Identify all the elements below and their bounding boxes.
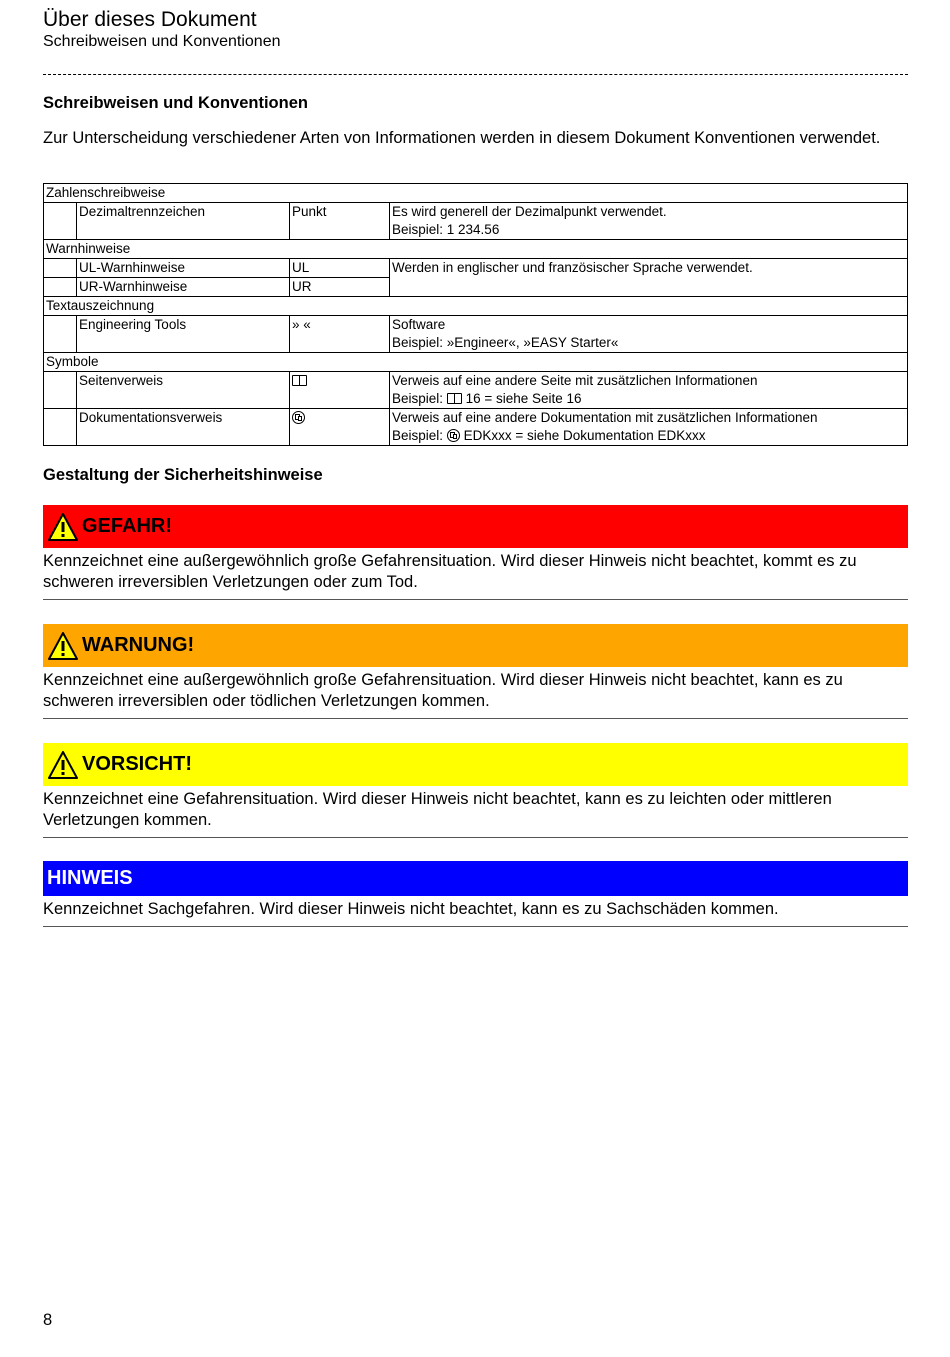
warning-triangle-icon xyxy=(47,512,79,542)
notice-warning xyxy=(43,624,908,719)
row-sign xyxy=(290,372,390,409)
notice-hint xyxy=(43,861,908,927)
row-desc-line: Verweis auf eine andere Dokumentation mit zusätzlichen Informationen xyxy=(392,410,818,425)
warning-triangle-icon xyxy=(47,631,79,661)
header-subtitle: Schreibweisen und Konventionen xyxy=(43,33,281,50)
book-icon xyxy=(447,393,462,404)
row-desc xyxy=(390,316,908,353)
row-desc xyxy=(390,203,908,240)
row-desc-line xyxy=(392,427,905,445)
header-title: Über dieses Dokument xyxy=(43,8,257,31)
row-sign xyxy=(290,409,390,446)
table-row xyxy=(44,203,908,240)
documentation-icon xyxy=(447,429,460,442)
group-numbers: Zahlenschreibweise xyxy=(44,184,908,203)
notice-danger-text: Kennzeichnet eine außergewöhnlich große Gefahrensituation. Wird dieser Hinweis nicht beachtet, kommt es zu schweren irreversiblen Verletzungen oder zum Tod. xyxy=(43,548,908,600)
notice-hint-bar xyxy=(43,861,908,896)
row-sign: Punkt xyxy=(290,203,390,240)
notice-danger-bar xyxy=(43,505,908,548)
row-name: Engineering Tools xyxy=(77,316,290,353)
table-row xyxy=(44,259,908,278)
group-symbols: Symbole xyxy=(44,353,908,372)
example-prefix: Beispiel: xyxy=(392,391,444,406)
example-suffix: 16 = siehe Seite 16 xyxy=(465,391,582,406)
intro-paragraph: Zur Unterscheidung verschiedener Arten von Informationen werden in diesem Dokument Konventionen verwendet. xyxy=(43,129,881,147)
indent-cell xyxy=(44,372,77,409)
row-desc-line: Software xyxy=(392,317,446,332)
table-row xyxy=(44,316,908,353)
notice-danger xyxy=(43,505,908,600)
row-desc-line: Beispiel: 1 234.56 xyxy=(392,222,500,237)
documentation-icon xyxy=(292,411,305,424)
notice-danger-label: GEFAHR! xyxy=(82,515,172,537)
notice-warning-label: WARNUNG! xyxy=(82,634,195,656)
table-group-row xyxy=(44,240,908,259)
indent-cell xyxy=(44,409,77,446)
row-name: Dokumentationsverweis xyxy=(77,409,290,446)
indent-cell xyxy=(44,278,77,297)
row-desc xyxy=(390,409,908,446)
group-text: Textauszeichnung xyxy=(44,297,908,316)
section-heading-safety: Gestaltung der Sicherheitshinweise xyxy=(43,466,323,484)
notice-caution xyxy=(43,743,908,838)
table-group-row xyxy=(44,184,908,203)
notice-caution-text: Kennzeichnet eine Gefahrensituation. Wird dieser Hinweis nicht beachtet, kann es zu leichten oder mittleren Verletzungen kommen. xyxy=(43,786,908,838)
row-desc-line: Beispiel: »Engineer«, »EASY Starter« xyxy=(392,335,619,350)
table-row xyxy=(44,409,908,446)
row-desc-line: Verweis auf eine andere Seite mit zusätzlichen Informationen xyxy=(392,373,758,388)
indent-cell xyxy=(44,203,77,240)
row-sign: UL xyxy=(290,259,390,278)
section-heading-conventions: Schreibweisen und Konventionen xyxy=(43,94,308,112)
header-divider xyxy=(43,74,908,75)
notice-hint-label: HINWEIS xyxy=(47,867,133,889)
row-desc: Werden in englischer und französischer Sprache verwendet. xyxy=(390,259,908,297)
row-desc-line: Es wird generell der Dezimalpunkt verwendet. xyxy=(392,204,667,219)
row-name: Seitenverweis xyxy=(77,372,290,409)
row-name: UL-Warnhinweise xyxy=(77,259,290,278)
row-desc-line xyxy=(392,390,905,408)
example-suffix: EDKxxx = siehe Dokumentation EDKxxx xyxy=(463,428,706,443)
group-warnings: Warnhinweise xyxy=(44,240,908,259)
example-prefix: Beispiel: xyxy=(392,428,444,443)
row-name: UR-Warnhinweise xyxy=(77,278,290,297)
table-group-row xyxy=(44,353,908,372)
warning-triangle-icon xyxy=(47,750,79,780)
row-sign: UR xyxy=(290,278,390,297)
row-sign: » « xyxy=(290,316,390,353)
table-group-row xyxy=(44,297,908,316)
indent-cell xyxy=(44,259,77,278)
notice-caution-label: VORSICHT! xyxy=(82,753,192,775)
row-name: Dezimaltrennzeichen xyxy=(77,203,290,240)
notice-caution-bar xyxy=(43,743,908,786)
book-icon xyxy=(292,375,307,386)
row-desc xyxy=(390,372,908,409)
table-row xyxy=(44,372,908,409)
indent-cell xyxy=(44,316,77,353)
page-number: 8 xyxy=(43,1311,53,1329)
notice-warning-text: Kennzeichnet eine außergewöhnlich große Gefahrensituation. Wird dieser Hinweis nicht beachtet, kann es zu schweren irreversiblen oder tödlichen Verletzungen kommen. xyxy=(43,667,908,719)
notice-hint-text: Kennzeichnet Sachgefahren. Wird dieser Hinweis nicht beachtet, kann es zu Sachschäden kommen. xyxy=(43,896,908,927)
notice-warning-bar xyxy=(43,624,908,667)
conventions-table xyxy=(43,183,908,446)
